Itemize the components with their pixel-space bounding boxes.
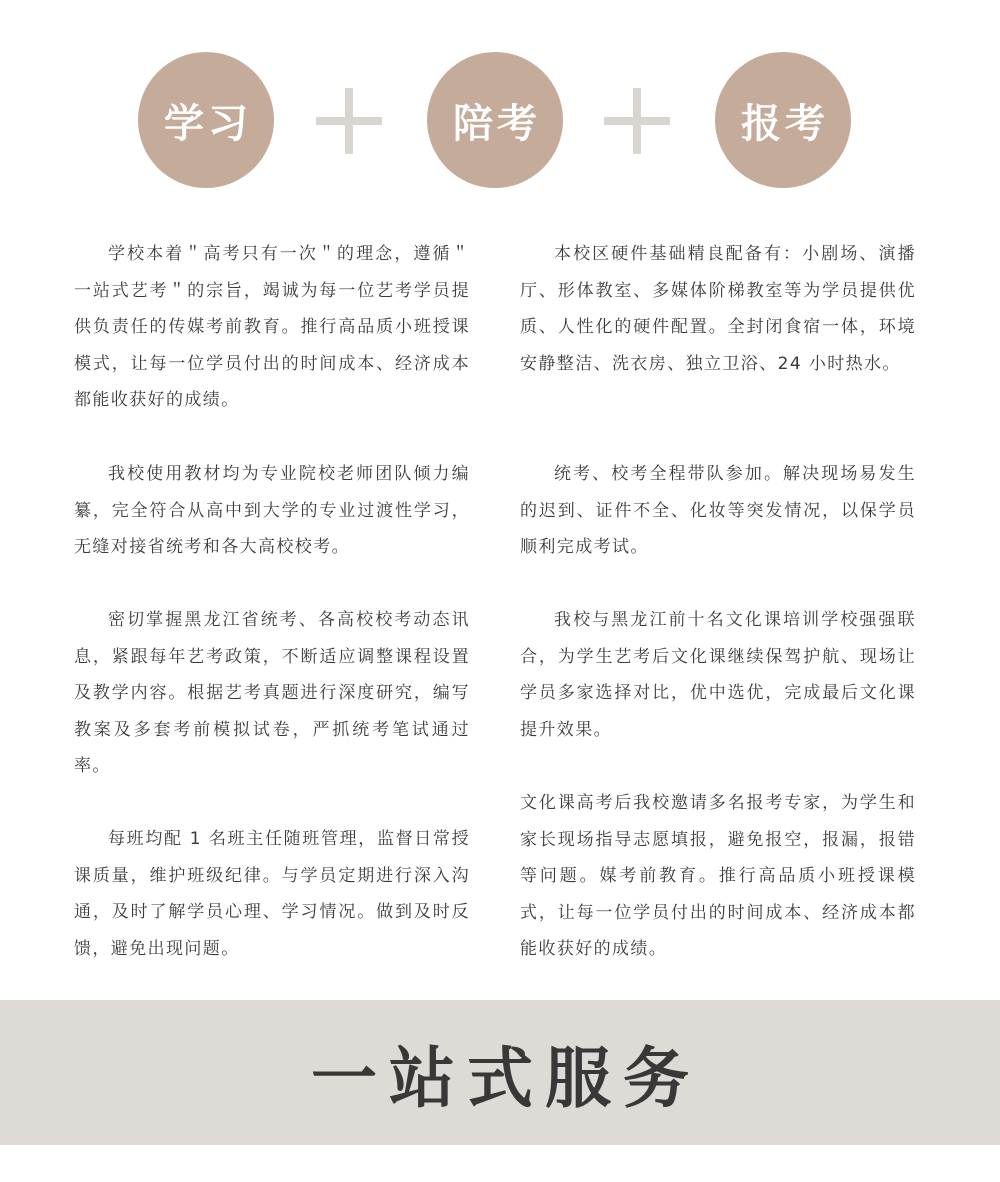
left-column [74, 236, 470, 959]
right-paragraph-exam-escort: 统考、校考全程带队参加。解决现场易发生的迟到、证件不全、化妆等突发情况，以保学员顺利完成考试。 [520, 464, 916, 557]
right-paragraph-application-guidance: 文化课高考后我校邀请多名报考专家，为学生和家长现场指导志愿填报，避免报空，报漏，报错等问题。媒考前教育。推行高品质小班授课模式，让每一位学员付出的时间成本、经济成本都能收获好的成绩。 [520, 793, 916, 959]
left-paragraph-materials: 我校使用教材均为专业院校老师团队倾力编纂，完全符合从高中到大学的专业过渡性学习，无缝对接省统考和各大高校校考。 [74, 464, 470, 557]
right-column [520, 236, 916, 959]
left-paragraph-philosophy: 学校本着＂高考只有一次＂的理念，遵循＂一站式艺考＂的宗旨，竭诚为每一位艺考学员提供负责任的传媒考前教育。推行高品质小班授课模式，让每一位学员付出的时间成本、经济成本都能收获好的成绩。 [74, 244, 470, 410]
right-paragraph-culture-course: 我校与黑龙江前十名文化课培训学校强强联合，为学生艺考后文化课继续保驾护航、现场让学员多家选择对比，优中选优，完成最后文化课提升效果。 [520, 610, 916, 740]
plus-icon [316, 88, 382, 154]
right-paragraph-facilities: 本校区硬件基础精良配备有：小剧场、演播厅、形体教室、多媒体阶梯教室等为学员提供优质、人性化的硬件配置。全封闭食宿一体，环境安静整洁、洗衣房、独立卫浴、24 小时热水。 [520, 244, 916, 374]
circle-study: 学习 [138, 52, 274, 188]
left-paragraph-policy: 密切掌握黑龙江省统考、各高校校考动态讯息，紧跟每年艺考政策，不断适应调整课程设置及教学内容。根据艺考真题进行深度研究，编写教案及多套考前模拟试卷，严抓统考笔试通过率。 [74, 610, 470, 776]
banner-title: 一站式服务 [311, 1040, 701, 1117]
footer-banner [0, 1000, 1000, 1145]
circle-accompany-exam: 陪考 [427, 52, 563, 188]
plus-icon [604, 88, 670, 154]
left-paragraph-class-management: 每班均配 1 名班主任随班管理，监督日常授课质量，维护班级纪律。与学员定期进行深入沟通，及时了解学员心理、学习情况。做到及时反馈，避免出现问题。 [74, 829, 470, 959]
header-row [0, 52, 1000, 188]
circle-register-exam: 报考 [715, 52, 851, 188]
